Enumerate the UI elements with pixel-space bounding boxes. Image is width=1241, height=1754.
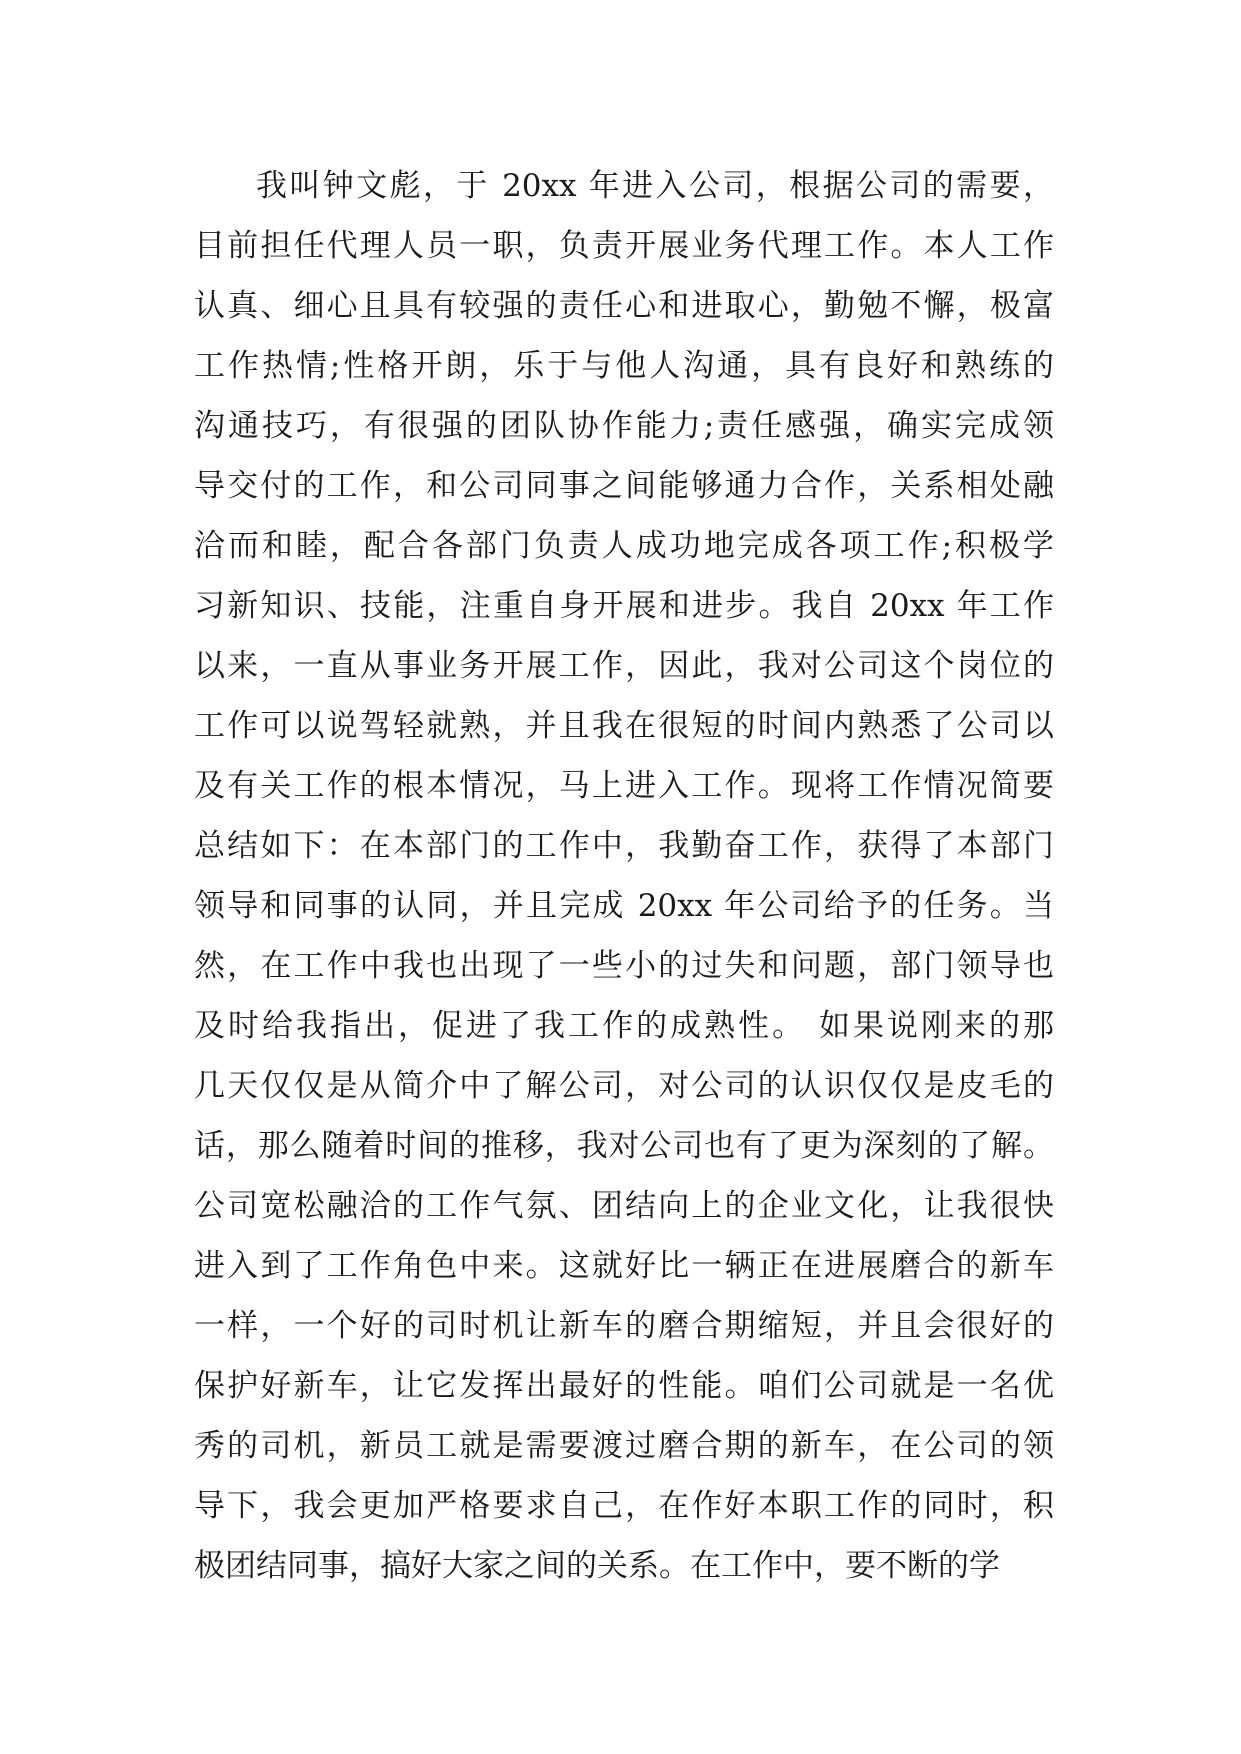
text-line: 导交付的工作，和公司同事之间能够通力合作，关系相处融 bbox=[194, 468, 1054, 504]
text-line: 保护好新车，让它发挥出最好的性能。咱们公司就是一名优 bbox=[194, 1368, 1054, 1404]
text-line: 然，在工作中我也出现了一些小的过失和问题，部门领导也 bbox=[194, 948, 1054, 984]
text-line: 导下，我会更加严格要求自己，在作好本职工作的同时，积 bbox=[194, 1488, 1054, 1524]
text-line: 我叫钟文彪，于 20xx 年进入公司，根据公司的需要， bbox=[256, 168, 1054, 204]
text-line: 以来，一直从事业务开展工作，因此，我对公司这个岗位的 bbox=[194, 648, 1054, 684]
text-line: 公司宽松融洽的工作气氛、团结向上的企业文化，让我很快 bbox=[194, 1188, 1054, 1224]
text-line: 及时给我指出，促进了我工作的成熟性。 如果说刚来的那 bbox=[194, 1008, 1054, 1044]
text-line: 工作热情;性格开朗，乐于与他人沟通，具有良好和熟练的 bbox=[194, 348, 1054, 384]
text-line: 习新知识、技能，注重自身开展和进步。我自 20xx 年工作 bbox=[194, 588, 1054, 624]
text-line: 领导和同事的认同，并且完成 20xx 年公司给予的任务。当 bbox=[194, 888, 1054, 924]
text-line: 几天仅仅是从简介中了解公司，对公司的认识仅仅是皮毛的 bbox=[194, 1068, 1054, 1104]
text-line: 及有关工作的根本情况，马上进入工作。现将工作情况简要 bbox=[194, 768, 1054, 804]
text-line: 秀的司机，新员工就是需要渡过磨合期的新车，在公司的领 bbox=[194, 1428, 1054, 1464]
text-line: 话，那么随着时间的推移，我对公司也有了更为深刻的了解。 bbox=[194, 1128, 1054, 1164]
body-paragraph bbox=[194, 156, 1054, 1596]
text-line: 总结如下：在本部门的工作中，我勤奋工作，获得了本部门 bbox=[194, 828, 1054, 864]
text-line: 工作可以说驾轻就熟，并且我在很短的时间内熟悉了公司以 bbox=[194, 708, 1054, 744]
text-line: 一样，一个好的司时机让新车的磨合期缩短，并且会很好的 bbox=[194, 1308, 1054, 1344]
text-line: 目前担任代理人员一职，负责开展业务代理工作。本人工作 bbox=[194, 228, 1054, 264]
text-line: 认真、细心且具有较强的责任心和进取心，勤勉不懈，极富 bbox=[194, 288, 1054, 324]
text-line: 沟通技巧，有很强的团队协作能力;责任感强，确实完成领 bbox=[194, 408, 1054, 444]
text-line: 极团结同事，搞好大家之间的关系。在工作中，要不断的学 bbox=[194, 1548, 1000, 1584]
text-line: 洽而和睦，配合各部门负责人成功地完成各项工作;积极学 bbox=[194, 528, 1054, 564]
text-line: 进入到了工作角色中来。这就好比一辆正在进展磨合的新车 bbox=[194, 1248, 1054, 1284]
